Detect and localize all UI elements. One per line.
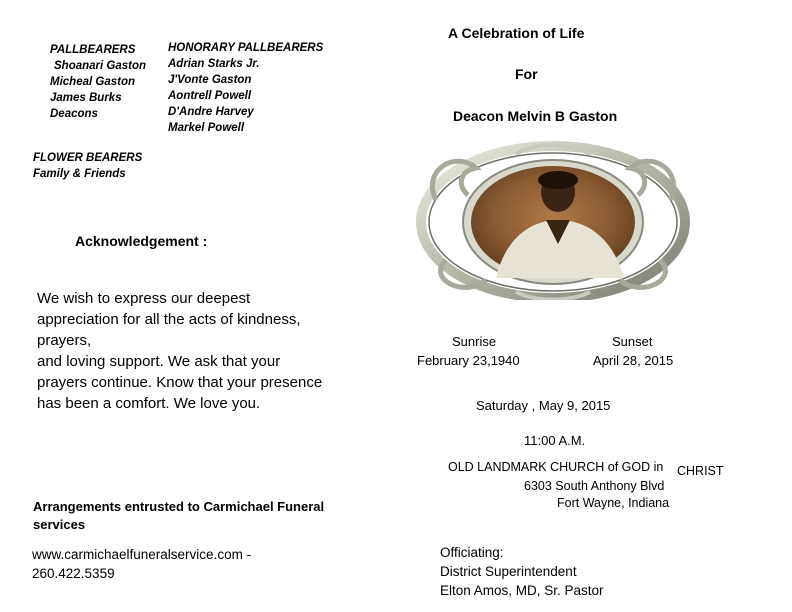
officiating-title: District Superintendent <box>440 564 577 579</box>
church-name: OLD LANDMARK CHURCH of GOD in <box>448 460 664 474</box>
acknowledgement-text <box>37 288 367 414</box>
honorary-name: Markel Powell <box>168 122 245 134</box>
arrangements-line: services <box>33 517 86 532</box>
celebration-title: A Celebration of Life <box>448 25 585 41</box>
pallbearer-name: James Burks <box>50 92 122 104</box>
for-label: For <box>515 66 538 82</box>
ornate-frame-image <box>416 140 690 300</box>
officiating-label: Officiating: <box>440 545 504 560</box>
pallbearers-heading: PALLBEARERS <box>50 44 136 56</box>
pallbearer-name: Deacons <box>50 108 98 120</box>
ack-line: prayers continue. Know that your presence <box>37 374 323 391</box>
pallbearer-name: Shoanari Gaston <box>54 60 147 72</box>
portrait-frame <box>416 140 690 300</box>
arrangements-line: Arrangements entrusted to Carmichael Funeral <box>33 499 325 514</box>
honorary-name: Adrian Starks Jr. <box>168 58 260 70</box>
pallbearer-name: Micheal Gaston <box>50 76 135 88</box>
arrangements-note <box>33 498 324 534</box>
sunrise-date: February 23,1940 <box>417 353 520 368</box>
honorary-name: D'Andre Harvey <box>168 106 254 118</box>
funeral-website: www.carmichaelfuneralservice.com - <box>32 547 252 562</box>
church-name-cont: CHRIST <box>677 464 724 478</box>
honorary-heading: HONORARY PALLBEARERS <box>168 42 324 54</box>
officiating-section <box>440 543 604 600</box>
honorary-name: Aontrell Powell <box>168 90 252 102</box>
funeral-phone: 260.422.5359 <box>32 566 115 581</box>
church-city: Fort Wayne, Indiana <box>557 496 670 510</box>
flower-heading: FLOWER BEARERS <box>33 152 143 164</box>
deceased-name: Deacon Melvin B Gaston <box>453 108 618 124</box>
ack-line: has been a comfort. We love you. <box>37 395 261 412</box>
flower-bearers-section <box>33 150 142 182</box>
service-time: 11:00 A.M. <box>524 433 586 448</box>
service-date: Saturday , May 9, 2015 <box>476 398 611 413</box>
acknowledgement-title: Acknowledgement : <box>75 233 208 249</box>
sunset-label: Sunset <box>612 334 653 349</box>
ack-line: appreciation for all the acts of kindness, <box>37 311 301 328</box>
church-address: 6303 South Anthony Blvd <box>524 479 665 493</box>
sunset-date: April 28, 2015 <box>593 353 674 368</box>
ack-line: We wish to express our deepest <box>37 290 251 307</box>
honorary-name: J'Vonte Gaston <box>168 74 252 86</box>
sunrise-label: Sunrise <box>452 334 497 349</box>
ack-line: prayers, <box>37 332 92 349</box>
pallbearers-section <box>50 42 146 122</box>
ack-line: and loving support. We ask that your <box>37 353 281 370</box>
flower-line: Family & Friends <box>33 168 126 180</box>
funeral-contact <box>32 545 251 583</box>
officiating-name: Elton Amos, MD, Sr. Pastor <box>440 583 604 598</box>
honorary-pallbearers-section <box>168 40 323 136</box>
